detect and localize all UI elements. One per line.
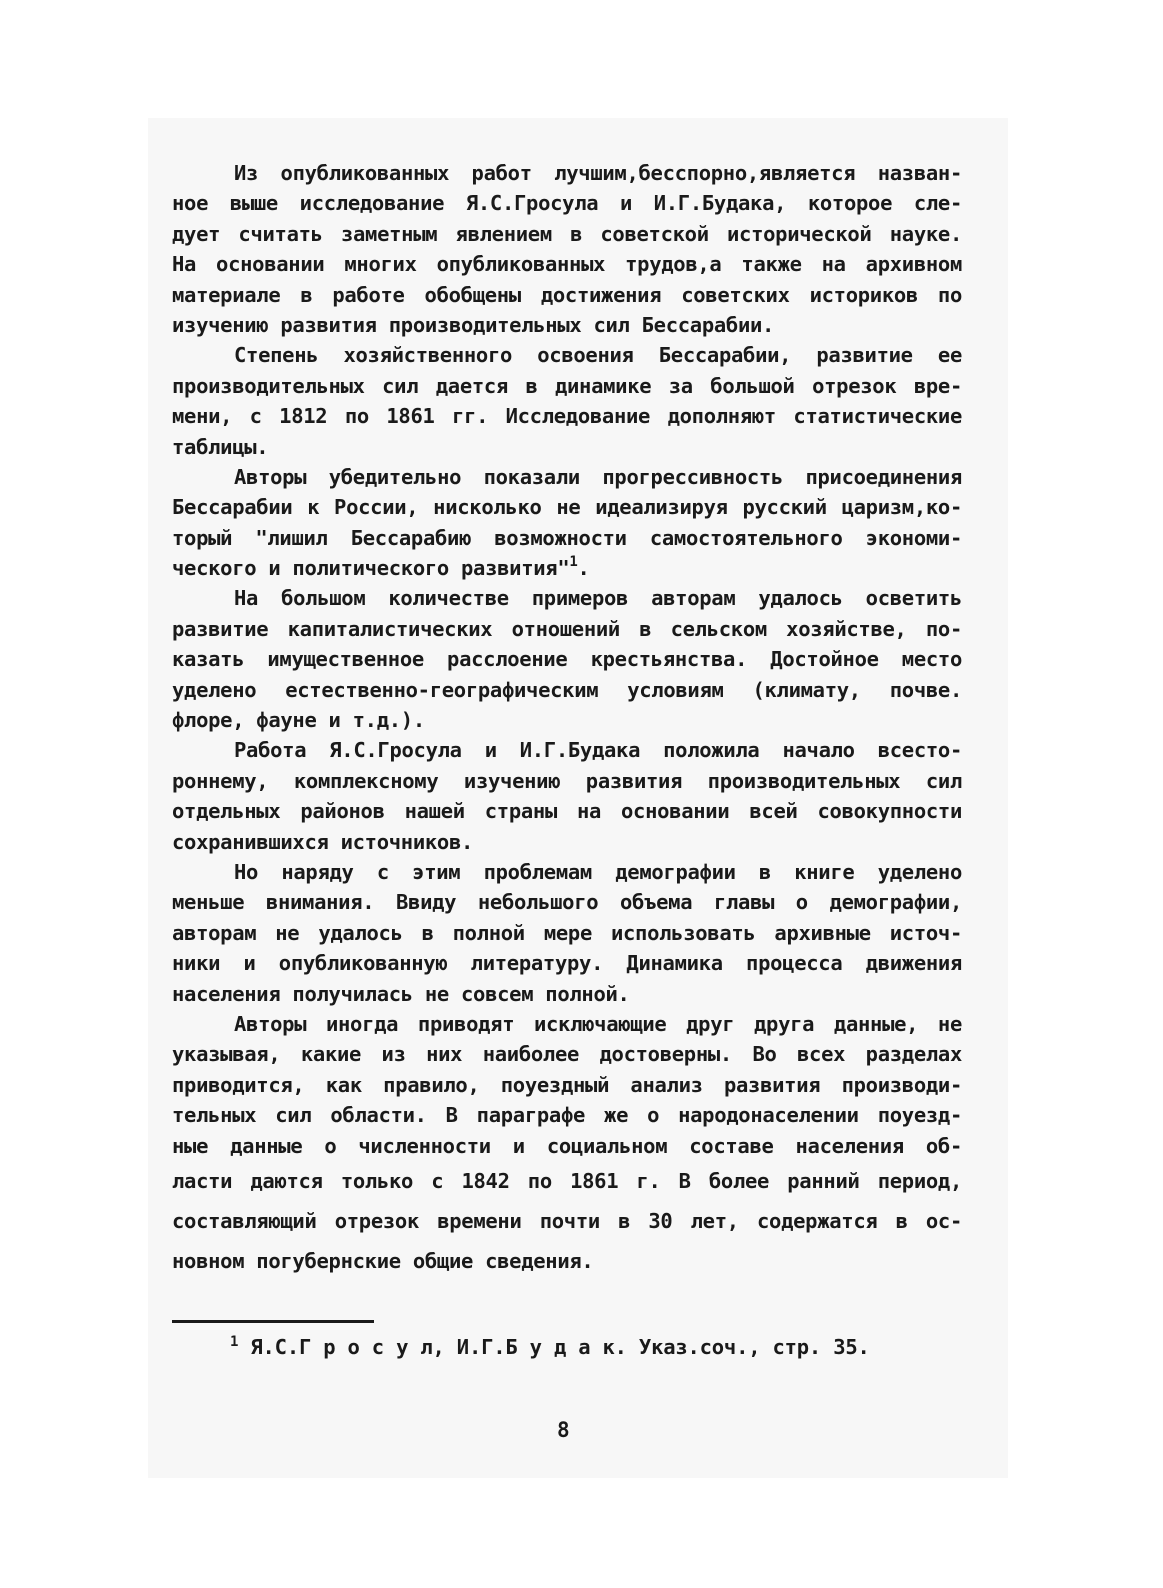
paragraph-5 xyxy=(172,735,962,857)
text-line: ное выше исследование Я.С.Гросула и И.Г.Будака, которое сле- xyxy=(172,191,962,216)
footnote-marker: 1 xyxy=(230,1334,239,1350)
text-line: составляющий отрезок времени почти в 30 лет, содержатся в ос- xyxy=(172,1208,962,1233)
text-line: сохранившихся источников. xyxy=(172,829,474,854)
text-line: флоре, фауне и т.д.). xyxy=(172,708,425,733)
text-line: Работа Я.С.Гросула и И.Г.Будака положила начало всесто- xyxy=(234,738,962,763)
text-line: развитие капиталистических отношений в сельском хозяйстве, по- xyxy=(172,616,962,641)
text-line xyxy=(172,553,962,583)
paragraph-4 xyxy=(172,583,962,735)
text-fragment: . xyxy=(577,556,590,581)
text-line: Из опубликованных работ лучшим,бесспорно,является назван- xyxy=(234,161,962,185)
text-line: На большом количестве примеров авторам удалось осветить xyxy=(234,586,962,611)
text-line: изучению развития производительных сил Бессарабии. xyxy=(172,312,775,337)
text-fragment: ческого и политического развития" xyxy=(172,556,570,581)
footnote-separator xyxy=(172,1320,374,1323)
text-line: На основании многих опубликованных трудов,а также на архивном xyxy=(172,252,962,277)
text-line: роннему, комплексному изучению развития производительных сил xyxy=(172,768,962,793)
text-line: казать имущественное расслоение крестьянства. Достойное место xyxy=(172,647,962,672)
text-line: указывая, какие из них наиболее достоверны. Во всех разделах xyxy=(172,1042,962,1067)
footnote-reference: 1 xyxy=(569,554,578,571)
text-line: приводится, как правило, поуездный анализ развития производи- xyxy=(172,1072,962,1097)
text-line: мени, с 1812 по 1861 гг. Исследование дополняют статистические xyxy=(172,404,962,429)
text-line: торый "лишил Бессарабию возможности самостоятельного экономи- xyxy=(172,525,962,550)
text-line: отдельных районов нашей страны на основании всей совокупности xyxy=(172,799,962,824)
paragraph-6 xyxy=(172,857,962,1009)
text-line: меньше внимания. Ввиду небольшого объема главы о демографии, xyxy=(172,890,962,915)
text-line: Авторы убедительно показали прогрессивность присоединения xyxy=(234,464,962,489)
text-line: ники и опубликованную литературу. Динамика процесса движения xyxy=(172,951,962,976)
text-line: ласти даются только с 1842 по 1861 г. В более ранний период, xyxy=(172,1168,962,1193)
paragraph-2 xyxy=(172,340,962,462)
text-line: ные данные о численности и социальном составе населения об- xyxy=(172,1133,962,1158)
text-line: Степень хозяйственного освоения Бессарабии, развитие ее xyxy=(234,343,962,368)
paragraph-1 xyxy=(172,158,962,340)
text-line: производительных сил дается в динамике за большой отрезок вре- xyxy=(172,373,962,398)
paragraph-7 xyxy=(172,1009,962,1281)
page-number: 8 xyxy=(557,1418,570,1442)
text-line: таблицы. xyxy=(172,434,269,459)
text-line: Но наряду с этим проблемам демографии в книге уделено xyxy=(234,859,962,884)
text-line: населения получилась не совсем полной. xyxy=(172,981,630,1006)
text-line: Авторы иногда приводят исключающие друг друга данные, не xyxy=(234,1011,962,1036)
text-line: авторам не удалось в полной мере использовать архивные источ- xyxy=(172,920,962,945)
text-line: уделено естественно-географическим условиям (климату, почве. xyxy=(172,677,962,702)
footnote xyxy=(230,1334,870,1359)
footnote-text: Я.С.Г р о с у л, И.Г.Б у д а к. Указ.соч., стр. 35. xyxy=(250,1335,870,1359)
text-line: тельных сил области. В параграфе же о народонаселении поуезд- xyxy=(172,1103,962,1128)
body-text xyxy=(172,158,962,1281)
text-line: новном погубернские общие сведения. xyxy=(172,1248,594,1273)
paragraph-3 xyxy=(172,462,962,584)
text-line: Бессарабии к России, нисколько не идеализируя русский царизм,ко- xyxy=(172,495,962,520)
text-line: дует считать заметным явлением в советской исторической науке. xyxy=(172,221,962,246)
text-line: материале в работе обобщены достижения советских историков по xyxy=(172,282,962,307)
